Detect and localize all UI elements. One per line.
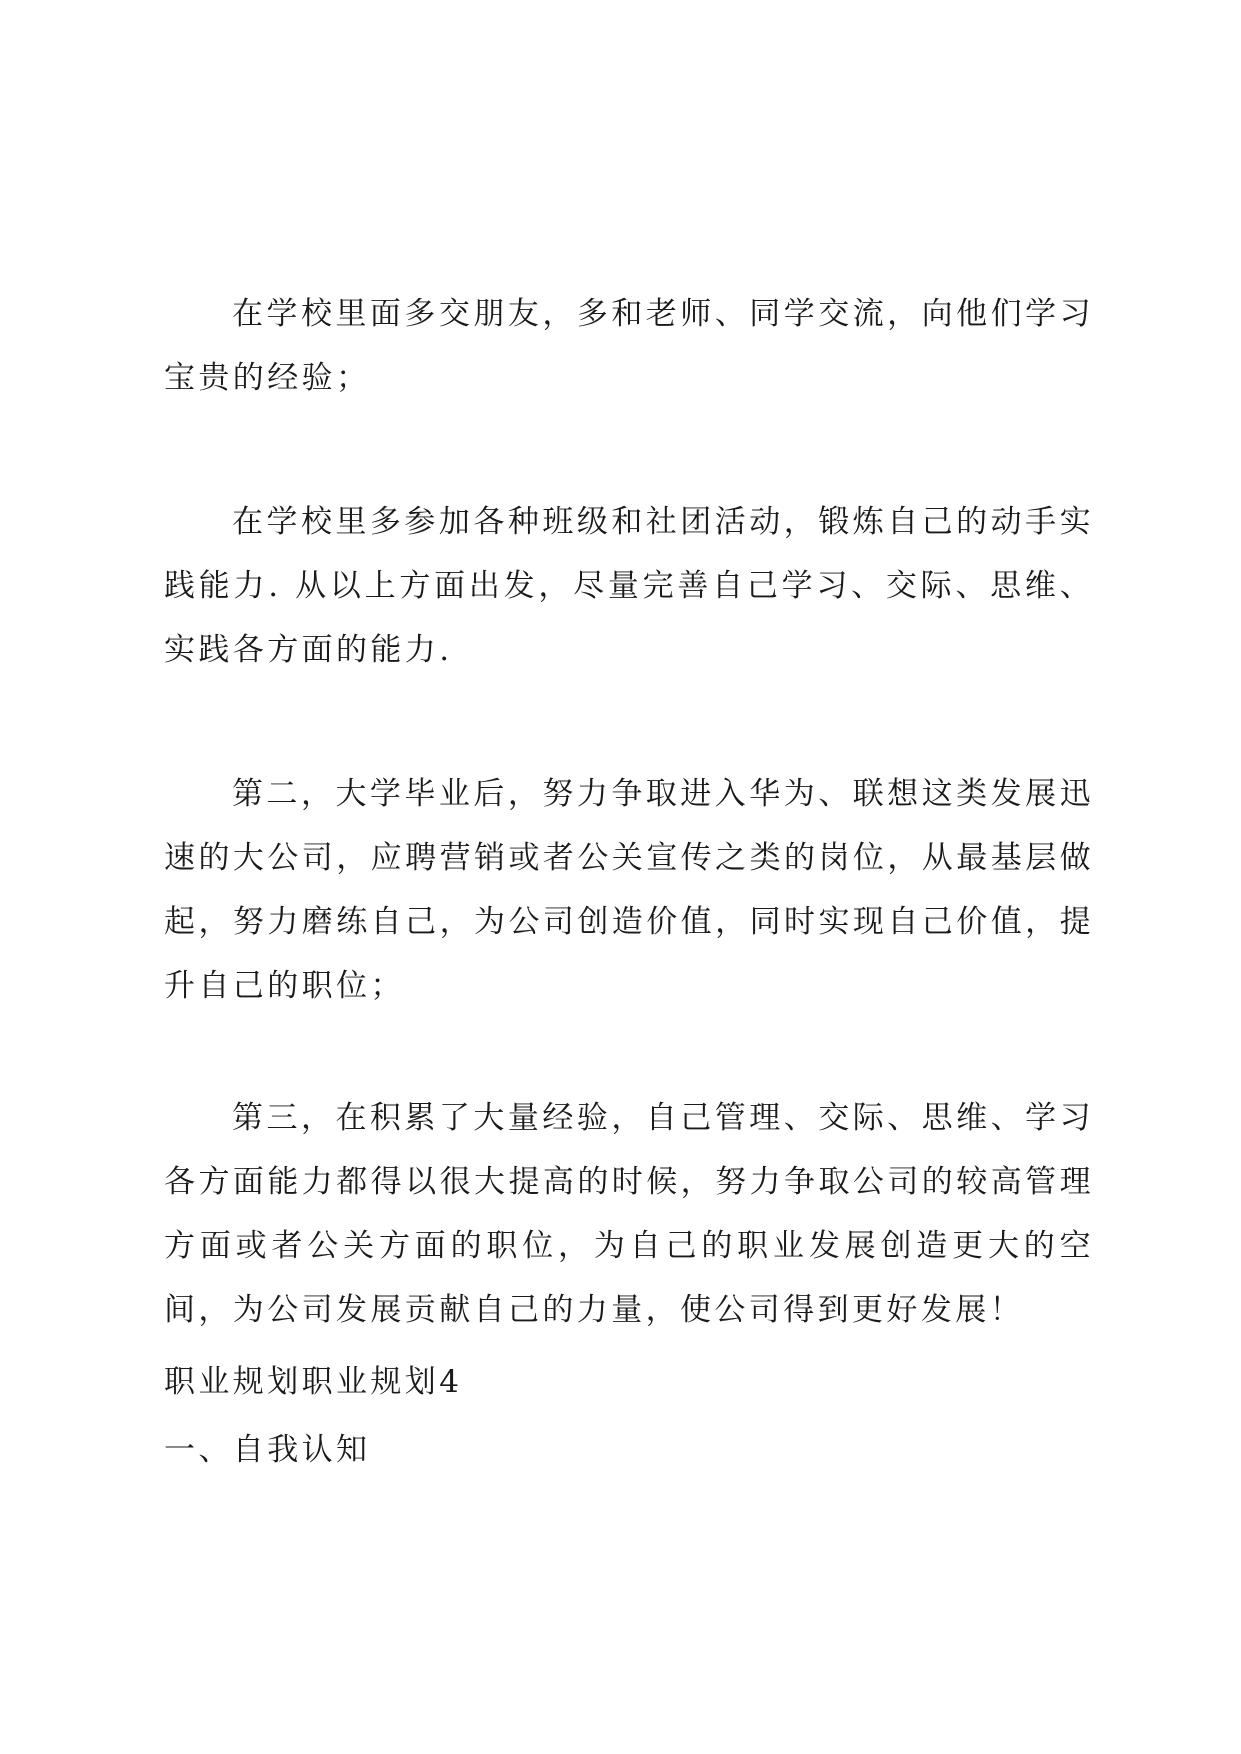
paragraph-make-friends: 在学校里面多交朋友，多和老师、同学交流，向他们学习宝贵的经验； bbox=[164, 296, 1094, 396]
paragraph-third-step: 第三，在积累了大量经验，自己管理、交际、思维、学习各方面能力都得以很大提高的时候，努力争取公司的较高管理方面或者公关方面的职位，为自己的职业发展创造更大的空间，为公司发展贡献自己的力量，使公司得到更好发展！ bbox=[164, 1100, 1094, 1328]
section-title: 职业规划职业规划4 bbox=[164, 1364, 463, 1400]
paragraph-activities: 在学校里多参加各种班级和社团活动，锻炼自己的动手实践能力. 从以上方面出发，尽量完善自己学习、交际、思维、实践各方面的能力. bbox=[164, 504, 1094, 668]
paragraph-second-step: 第二，大学毕业后，努力争取进入华为、联想这类发展迅速的大公司，应聘营销或者公关宣传之类的岗位，从最基层做起，努力磨练自己，为公司创造价值，同时实现自己价值，提升自己的职位； bbox=[164, 776, 1094, 1004]
subsection-title: 一、自我认知 bbox=[164, 1432, 371, 1468]
